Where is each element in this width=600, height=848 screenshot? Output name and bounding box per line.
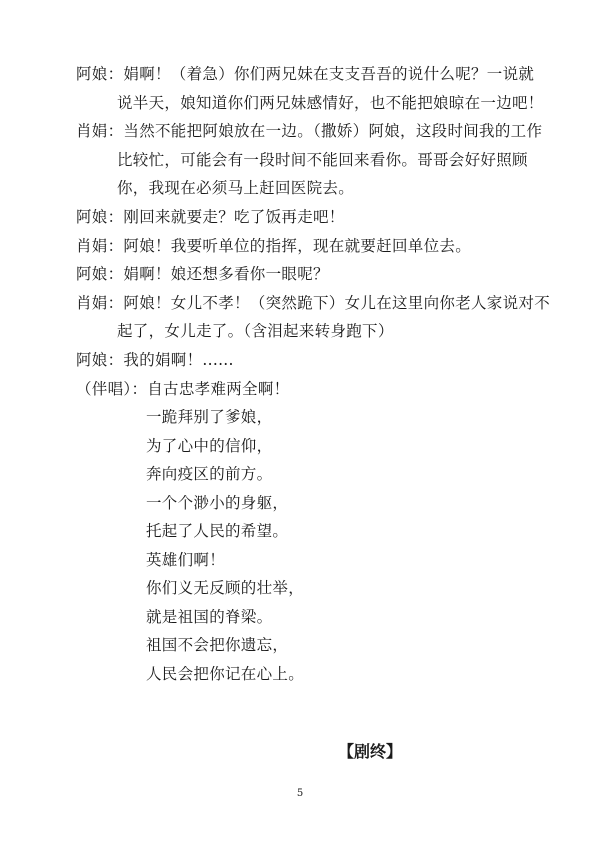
chorus-verse: 就是祖国的脊梁。 (146, 608, 273, 626)
chorus-verse: 祖国不会把你遗忘， (146, 636, 289, 654)
dialogue-line: 说半天，娘知道你们两兄妹感情好，也不能把娘晾在一边吧！ (117, 94, 544, 112)
dialogue-line: 肖娟：阿娘！女儿不孝！（突然跪下）女儿在这里向你老人家说对不 (76, 294, 551, 312)
dialogue-line: 你，我现在必须马上赶回医院去。 (117, 179, 355, 197)
chorus-intro: （伴唱）：自古忠孝难两全啊！ (76, 380, 290, 398)
dialogue-line: 肖娟：当然不能把阿娘放在一边。（撒娇）阿娘，这段时间我的工作 (76, 122, 543, 140)
dialogue-line: 肖娟：阿娘！我要听单位的指挥，现在就要赶回单位去。 (76, 237, 472, 255)
end-mark: 【剧终】 (338, 742, 403, 761)
chorus-verse: 托起了人民的希望。 (146, 522, 289, 540)
page-number: 5 (296, 788, 304, 799)
chorus-verse: 奔向疫区的前方。 (146, 465, 273, 483)
dialogue-line: 比较忙，可能会有一段时间不能回来看你。哥哥会好好照顾 (117, 151, 528, 169)
chorus-verse: 人民会把你记在心上。 (146, 665, 305, 683)
chorus-verse: 一个个渺小的身躯， (146, 494, 289, 512)
dialogue-line: 阿娘：娟啊！（着急）你们两兄妹在支支吾吾的说什么呢？一说就 (76, 65, 535, 83)
dialogue-line: 阿娘：娟啊！娘还想多看你一眼呢？ (76, 265, 329, 283)
chorus-verse: 为了心中的信仰， (146, 437, 273, 455)
chorus-verse: 你们义无反顾的壮举， (146, 579, 305, 597)
chorus-verse: 英雄们啊！ (146, 551, 226, 569)
dialogue-line: 阿娘：刚回来就要走？吃了饭再走吧！ (76, 208, 345, 226)
chorus-verse: 一跪拜别了爹娘， (146, 408, 273, 426)
dialogue-line: 阿娘：我的娟啊！...... (76, 351, 234, 369)
dialogue-line: 起了，女儿走了。（含泪起来转身跑下） (117, 322, 394, 340)
